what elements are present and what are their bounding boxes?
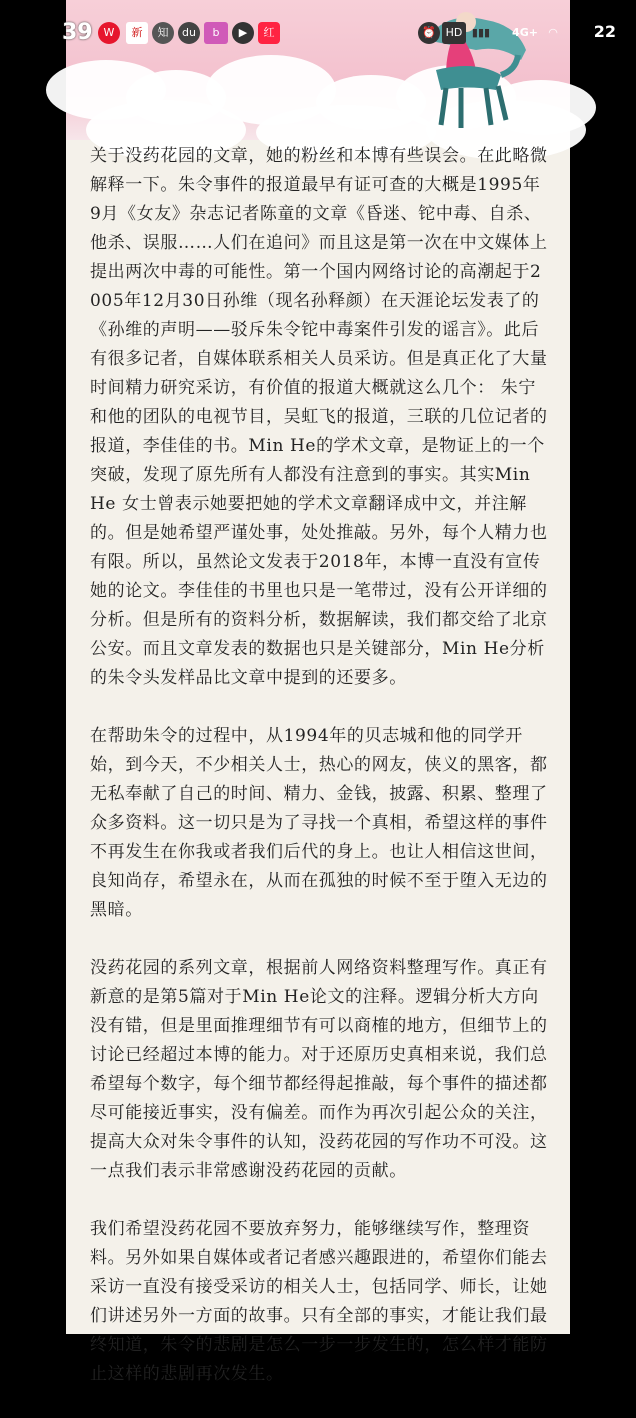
network-4g-icon: 4G+ bbox=[512, 26, 538, 39]
weibo-icon: W bbox=[98, 22, 120, 44]
bilibili-icon: b bbox=[204, 22, 228, 44]
xiaohongshu-icon: 红 bbox=[258, 22, 280, 44]
signal-icon: ▮▮▮ bbox=[471, 26, 491, 39]
hd-icon: HD bbox=[442, 22, 466, 44]
status-bar bbox=[0, 0, 636, 66]
article-body bbox=[90, 142, 550, 1418]
article-paragraph: 没药花园的系列文章，根据前人网络资料整理写作。真正有新意的是第5篇对于Min He论文的注释。逻辑分析大方向没有错，但是里面推理细节有可以商榷的地方，但细节上的讨论已经超过本博的能力。对于还原历史真相来说，我们总希望每个数字，每个细节都经得起推敲，每个事件的描述都尽可能接近事实，没有偏差。而作为再次引起公众的关注，提高大众对朱令事件的认知，没药花园的写作功不可没。这一点我们表示非常感谢没药花园的贡献。 bbox=[90, 958, 548, 1181]
article-paragraph: 我们希望没药花园不要放弃努力，能够继续写作，整理资料。另外如果自媒体或者记者感兴趣跟进的，希望你们能去采访一直没有接受采访的相关人士，包括同学、师长，让她们讲述另外一方面的故事。只有全部的事实，才能让我们最终知道，朱令的悲剧是怎么一步一步发生的，怎么样才能防止这样的悲剧再次发生。 bbox=[90, 1219, 548, 1384]
article-paragraph: 在帮助朱令的过程中，从1994年的贝志城和他的同学开始，到今天，不少相关人士，热心的网友，侠义的黑客，都无私奉献了自己的时间、精力、金钱，披露、积累、整理了众多资料。这一切只是为了寻找一个真相，希望这样的事件不再发生在你我或者我们后代的身上。也让人相信这世间，良知尚存，希望永在，从而在孤独的时候不至于堕入无边的黑暗。 bbox=[90, 726, 548, 920]
status-time: 39 bbox=[62, 20, 93, 45]
alarm-icon: ⏰ bbox=[418, 22, 440, 44]
battery-level: 22 bbox=[593, 22, 616, 41]
douban-icon: du bbox=[178, 22, 200, 44]
app-icon: 新 bbox=[126, 22, 148, 44]
zhihu-icon: 知 bbox=[152, 22, 174, 44]
wifi-icon: ◠ bbox=[548, 26, 558, 39]
play-icon: ▶ bbox=[232, 22, 254, 44]
article-paragraph: 关于没药花园的文章，她的粉丝和本博有些误会。在此略微解释一下。朱令事件的报道最早有证可查的大概是1995年9月《女友》杂志记者陈童的文章《昏迷、铊中毒、自杀、他杀、误服……人们在追问》而且这是第一次在中文媒体上提出两次中毒的可能性。第一个国内网络讨论的高潮起于2005年12月30日孙维（现名孙释颜）在天涯论坛发表了的《孙维的声明——驳斥朱令铊中毒案件引发的谣言》。此后有很多记者，自媒体联系相关人员采访。但是真正化了大量时间精力研究采访，有价值的报道大概就这么几个： 朱宁和他的团队的电视节目，吴虹飞的报道，三联的几位记者的报道，李佳佳的书。Min He的学术文章，是物证上的一个突破，发现了原先所有人都没有注意到的事实。其实Min He 女士曾表示她要把她的学术文章翻译成中文，并注解的。但是她希望严谨处事，处处推敲。另外，每个人精力也有限。所以，虽然论文发表于2018年，本博一直没有宣传她的论文。李佳佳的书里也只是一笔带过，没有公开详细的分析。但是所有的资料分析，数据解读，我们都交给了北京公安。而且文章发表的数据也只是关键部分，Min He分析的朱令头发样品比文章中提到的还要多。 bbox=[90, 146, 548, 688]
article-page bbox=[66, 0, 570, 1384]
